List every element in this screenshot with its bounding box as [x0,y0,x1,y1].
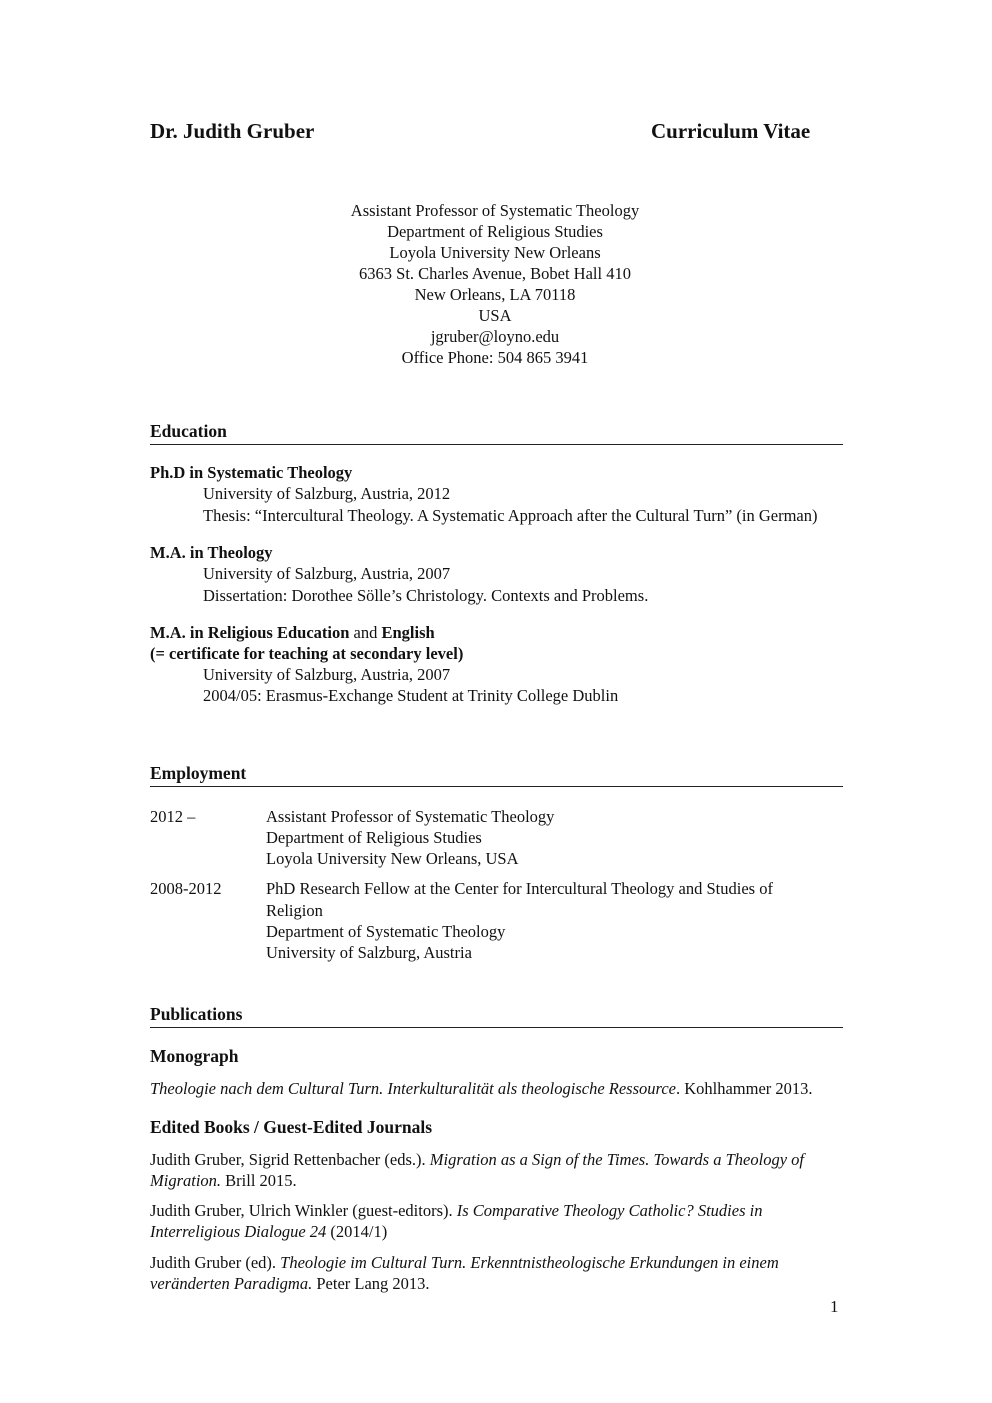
contact-phone: Office Phone: 504 865 3941 [401,348,589,367]
employment-2-line-2: Religion [266,901,323,920]
employment-2-line-1: PhD Research Fellow at the Center for Intercultural Theology and Studies of [266,879,773,898]
education-heading: Education [150,421,843,445]
degree-ma-rel-ed-title-part2: English [381,623,435,642]
employment-years-1: 2012 – [150,807,196,826]
edited-book-3-publisher: Peter Lang 2013. [312,1274,430,1293]
degree-phd-thesis: Thesis: “Intercultural Theology. A Systematic Approach after the Cultural Turn” (in German) [203,506,818,525]
degree-phd-institution: University of Salzburg, Austria, 2012 [203,484,451,503]
edited-book-3-title: Theologie im Cultural Turn. Erkenntnistheologische Erkundungen in einem veränderten Paradigma. [150,1253,779,1293]
contact-department: Department of Religious Studies [387,222,603,241]
degree-ma-rel-ed-title-line2: (= certificate for teaching at secondary level) [150,644,464,663]
monograph-entry [150,1078,840,1099]
degree-ma-rel-ed-institution: University of Salzburg, Austria, 2007 [203,665,451,684]
degree-ma-theology-institution: University of Salzburg, Austria, 2007 [203,564,451,583]
degree-phd-title: Ph.D in Systematic Theology [150,463,353,482]
edited-book-1-authors: Judith Gruber, Sigrid Rettenbacher (eds.). [150,1150,430,1169]
document-title: Curriculum Vitae [651,119,811,143]
edited-book-entry-3 [150,1252,840,1294]
edited-book-1-title: Migration as a Sign of the Times. Towards a Theology of Migration. [150,1150,804,1190]
edited-book-1-publisher: Brill 2015. [221,1171,297,1190]
edited-book-3-authors: Judith Gruber (ed). [150,1253,281,1272]
edited-book-2-issue: (2014/1) [326,1222,388,1241]
degree-ma-theology-dissertation: Dissertation: Dorothee Sölle’s Christology. Contexts and Problems. [203,586,649,605]
contact-position: Assistant Professor of Systematic Theology [350,201,640,220]
monograph-publisher: . Kohlhammer 2013. [675,1079,813,1098]
employment-1-line-3: Loyola University New Orleans, USA [266,849,519,868]
monograph-heading: Monograph [150,1046,239,1066]
contact-country: USA [478,306,512,325]
degree-ma-rel-ed-title-part1: M.A. in Religious Education [150,623,350,642]
degree-ma-rel-ed-title [150,622,435,643]
contact-email[interactable]: jgruber@loyno.edu [430,327,560,346]
edited-book-2-title: Is Comparative Theology Catholic? Studies in Interreligious Dialogue 24 [150,1201,763,1241]
employment-1-line-2: Department of Religious Studies [266,828,482,847]
edited-book-entry-1 [150,1149,840,1191]
edited-book-entry-2 [150,1200,840,1242]
employment-2-line-4: University of Salzburg, Austria [266,943,472,962]
degree-ma-rel-ed-exchange: 2004/05: Erasmus-Exchange Student at Trinity College Dublin [203,686,619,705]
cv-name: Dr. Judith Gruber [150,119,315,143]
page-number: 1 [830,1297,839,1316]
contact-street: 6363 St. Charles Avenue, Bobet Hall 410 [359,264,631,283]
monograph-title: Theologie nach dem Cultural Turn. Interkulturalität als theologische Ressource [150,1079,676,1098]
employment-heading: Employment [150,763,843,787]
edited-books-heading: Edited Books / Guest-Edited Journals [150,1117,432,1137]
degree-ma-theology-title: M.A. in Theology [150,543,273,562]
contact-university: Loyola University New Orleans [389,243,601,262]
degree-ma-rel-ed-title-and: and [349,623,382,642]
publications-heading: Publications [150,1004,843,1028]
contact-city: New Orleans, LA 70118 [414,285,576,304]
employment-years-2: 2008-2012 [150,879,222,898]
contact-block [250,200,740,368]
edited-book-2-authors: Judith Gruber, Ulrich Winkler (guest-editors). [150,1201,457,1220]
employment-1-line-1: Assistant Professor of Systematic Theology [266,807,555,826]
employment-2-line-3: Department of Systematic Theology [266,922,506,941]
